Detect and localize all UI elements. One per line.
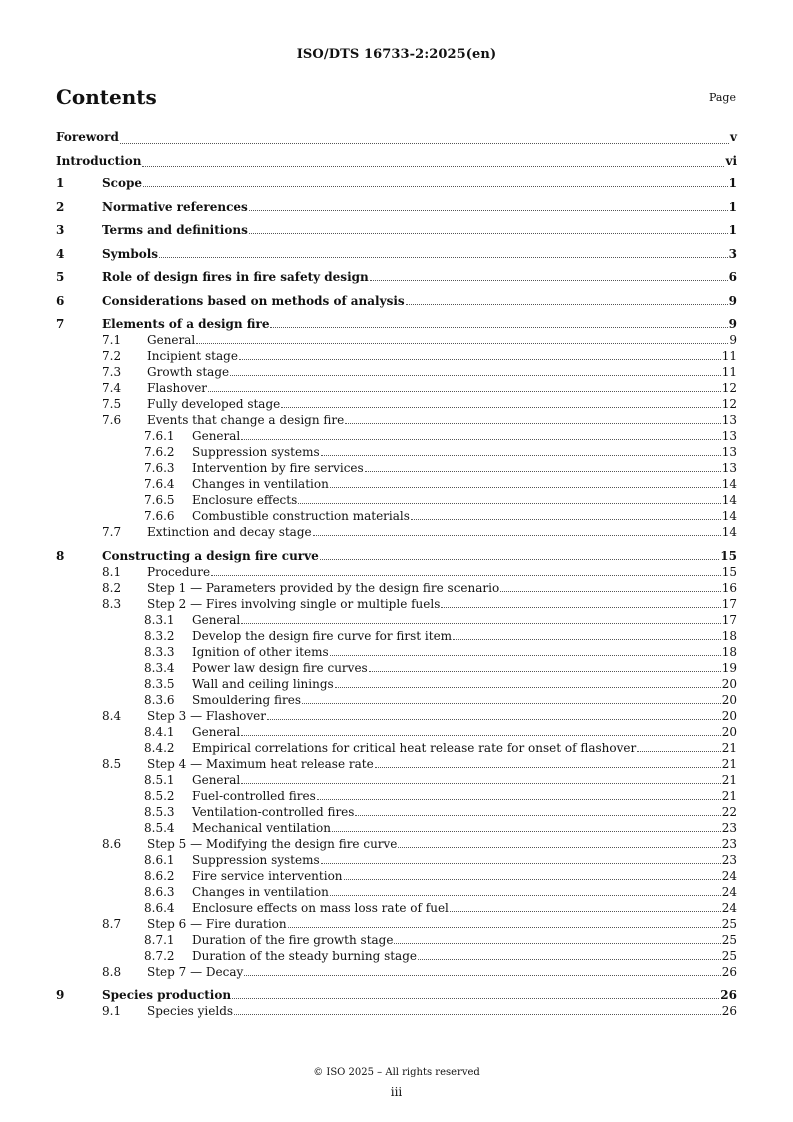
- toc-entry-page: 25: [721, 932, 737, 947]
- toc-dot-leader: [637, 750, 720, 752]
- toc-entry-title: Step 6 — Fire duration: [147, 916, 287, 931]
- toc-dot-leader: [394, 942, 720, 944]
- toc-entry-title: Step 7 — Decay: [147, 964, 244, 979]
- toc-entry-title: Symbols: [102, 246, 159, 261]
- toc-dot-leader: [241, 782, 720, 784]
- toc-dot-leader: [230, 374, 721, 376]
- toc-entry[interactable]: [56, 564, 737, 580]
- toc-entry-page: 1: [728, 223, 737, 237]
- toc-entry[interactable]: [56, 1003, 737, 1019]
- toc-dot-leader: [355, 814, 720, 816]
- toc-entry-number: 7.6.6: [144, 509, 175, 523]
- toc-entry-number: 8.5.2: [144, 788, 175, 803]
- toc-dot-leader: [398, 846, 720, 848]
- toc-entry-title: Scope: [102, 176, 143, 190]
- contents-heading: Contents: [56, 85, 157, 109]
- toc-entry-page: 20: [721, 724, 737, 739]
- toc-entry[interactable]: [56, 199, 737, 215]
- toc-entry-number: 8.6.2: [144, 868, 175, 883]
- toc-dot-leader: [142, 165, 724, 167]
- toc-dot-leader: [120, 142, 729, 144]
- toc-entry-page: 18: [721, 628, 737, 643]
- toc-entry-title: Constructing a design fire curve: [102, 548, 319, 563]
- toc-entry[interactable]: [56, 152, 737, 172]
- toc-entry[interactable]: [56, 676, 737, 692]
- toc-dot-leader: [244, 974, 720, 976]
- toc-dot-leader: [241, 734, 720, 736]
- toc-entry-number: 8.1: [102, 564, 122, 579]
- toc-entry-title: Suppression systems: [192, 445, 320, 459]
- toc-entry-title: Events that change a design fire: [147, 413, 345, 427]
- toc-entry-page: v: [730, 130, 737, 144]
- toc-dot-leader: [234, 1013, 721, 1015]
- footer-copyright: © ISO 2025 – All rights reserved: [313, 1067, 480, 1078]
- toc-dot-leader: [406, 303, 728, 305]
- toc-entry[interactable]: [56, 868, 737, 884]
- toc-entry-title: Procedure: [147, 564, 211, 579]
- toc-entry[interactable]: [56, 852, 737, 868]
- toc-dot-leader: [249, 232, 728, 234]
- toc-entry[interactable]: [56, 724, 737, 740]
- toc-entry[interactable]: [56, 222, 737, 238]
- toc-entry-title: Suppression systems: [192, 852, 320, 867]
- toc-entry[interactable]: [56, 348, 737, 364]
- toc-entry-page: 20: [721, 708, 737, 723]
- toc-entry[interactable]: [56, 596, 737, 612]
- toc-entry-number: 7.7: [102, 525, 122, 539]
- toc-dot-leader: [375, 766, 721, 768]
- toc-entry[interactable]: [56, 740, 737, 756]
- toc-entry-number: 8.5: [102, 756, 122, 771]
- toc-entry-title: Step 2 — Fires involving single or multiple fuels: [147, 596, 441, 611]
- toc-dot-leader: [365, 470, 721, 472]
- footer-page-number: iii: [390, 1085, 403, 1099]
- toc-dot-leader: [344, 878, 721, 880]
- toc-entry[interactable]: [56, 428, 737, 444]
- toc-entry-number: 7.6.4: [144, 477, 175, 491]
- toc-entry-number: 8.7.2: [144, 948, 175, 963]
- toc-entry-page: 15: [721, 564, 737, 579]
- toc-entry-page: 20: [721, 692, 737, 707]
- toc-entry-title: Normative references: [102, 199, 248, 214]
- toc-entry-title: Role of design fires in fire safety design: [102, 270, 369, 284]
- toc-entry[interactable]: [56, 932, 737, 948]
- toc-entry[interactable]: [56, 508, 737, 524]
- toc-entry-page: 11: [721, 349, 737, 363]
- toc-entry-page: 18: [721, 644, 737, 659]
- toc-dot-leader: [441, 606, 720, 608]
- toc-dot-leader: [321, 862, 721, 864]
- toc-dot-leader: [159, 256, 728, 258]
- toc-entry-number: 8.3.1: [144, 612, 175, 627]
- toc-entry-title: Develop the design fire curve for first item: [192, 628, 453, 643]
- toc-entry-number: 8.6.1: [144, 852, 175, 867]
- toc-entry-page: 12: [721, 381, 737, 395]
- toc-entry[interactable]: [56, 708, 737, 724]
- toc-entry-title: Changes in ventilation: [192, 884, 329, 899]
- toc-entry-page: 14: [721, 525, 737, 539]
- toc-dot-leader: [317, 798, 721, 800]
- toc-entry-number: 8.3.5: [144, 676, 175, 691]
- toc-entry-number: 8.7: [102, 916, 122, 931]
- toc-entry[interactable]: [56, 916, 737, 932]
- toc-entry-page: 25: [721, 948, 737, 963]
- toc-entry[interactable]: [56, 332, 737, 348]
- toc-entry-page: 14: [721, 509, 737, 523]
- toc-dot-leader: [500, 590, 721, 592]
- toc-entry-number: 8.3.2: [144, 628, 175, 643]
- toc-dot-leader: [332, 830, 721, 832]
- toc-dot-leader: [450, 910, 721, 912]
- toc-entry-title: Empirical correlations for critical heat release rate for onset of flashover: [192, 740, 637, 755]
- toc-dot-leader: [249, 209, 728, 211]
- toc-entry-title: General: [192, 429, 241, 443]
- toc-entry[interactable]: [56, 128, 737, 148]
- toc-dot-leader: [330, 486, 721, 488]
- toc-dot-leader: [241, 622, 720, 624]
- toc-entry-title: Fire service intervention: [192, 868, 343, 883]
- toc-entry-page: 21: [721, 740, 737, 755]
- toc-entry[interactable]: [56, 692, 737, 708]
- toc-entry-page: 1: [728, 176, 737, 190]
- toc-entry-page: 24: [721, 900, 737, 915]
- toc-entry[interactable]: [56, 964, 737, 980]
- toc-dot-leader: [302, 702, 721, 704]
- toc-entry[interactable]: [56, 804, 737, 820]
- toc-entry[interactable]: [56, 987, 737, 1003]
- toc-entry-page: 23: [721, 820, 737, 835]
- toc-entry-page: 15: [720, 548, 737, 563]
- toc-entry[interactable]: [56, 364, 737, 380]
- toc-entry-page: 17: [721, 612, 737, 627]
- toc-entry-page: 13: [721, 461, 737, 475]
- toc-entry[interactable]: [56, 316, 737, 332]
- toc-dot-leader: [208, 390, 721, 392]
- toc-entry-page: 26: [720, 988, 737, 1002]
- toc-entry-number: 5: [56, 270, 65, 284]
- toc-entry-title: Duration of the fire growth stage: [192, 932, 394, 947]
- toc-entry[interactable]: [56, 612, 737, 628]
- toc-entry-title: Duration of the steady burning stage: [192, 948, 417, 963]
- toc-dot-leader: [270, 326, 727, 328]
- toc-entry-page: 21: [721, 756, 737, 771]
- toc-entry-page: 14: [721, 493, 737, 507]
- toc-dot-leader: [321, 454, 721, 456]
- toc-entry-number: 8.6.4: [144, 900, 175, 915]
- toc-entry-page: 23: [721, 836, 737, 851]
- toc-entry-number: 2: [56, 199, 65, 214]
- toc-entry[interactable]: [56, 460, 737, 476]
- toc-entry[interactable]: [56, 580, 737, 596]
- toc-entry[interactable]: [56, 772, 737, 788]
- toc-entry-title: General: [192, 724, 241, 739]
- toc-entry-number: 3: [56, 223, 65, 237]
- toc-entry-page: 3: [728, 246, 737, 261]
- toc-entry-number: 8.4.1: [144, 724, 175, 739]
- toc-entry-number: 8.3.3: [144, 644, 175, 659]
- toc-entry-page: 21: [721, 772, 737, 787]
- toc-dot-leader: [345, 422, 720, 424]
- toc-entry-title: Terms and definitions: [102, 223, 248, 237]
- toc-dot-leader: [196, 342, 728, 344]
- toc-entry-title: Power law design fire curves: [192, 660, 368, 675]
- toc-entry-page: 16: [721, 580, 737, 595]
- toc-entry-title: Elements of a design fire: [102, 317, 270, 331]
- toc-entry-number: 7.2: [102, 349, 122, 363]
- toc-entry-number: 8.3: [102, 596, 122, 611]
- toc-entry-title: Species production: [102, 988, 232, 1002]
- toc-entry[interactable]: [56, 900, 737, 916]
- toc-entry-page: 6: [728, 270, 737, 284]
- toc-entry-page: 12: [721, 397, 737, 411]
- toc-entry-page: 23: [721, 852, 737, 867]
- toc-entry-number: 8.4.2: [144, 740, 175, 755]
- toc-entry-number: 7.5: [102, 397, 122, 411]
- toc-dot-leader: [281, 406, 720, 408]
- toc-entry-title: Extinction and decay stage: [147, 525, 312, 539]
- toc-entry-page: 21: [721, 788, 737, 803]
- toc-dot-leader: [411, 518, 721, 520]
- toc-dot-leader: [330, 894, 721, 896]
- toc-entry-number: 9: [56, 988, 65, 1002]
- toc-entry-number: 8.7.1: [144, 932, 175, 947]
- toc-entry[interactable]: [56, 175, 737, 191]
- toc-entry[interactable]: [56, 836, 737, 852]
- toc-entry-title: Mechanical ventilation: [192, 820, 331, 835]
- toc-entry-title: Wall and ceiling linings: [192, 676, 334, 691]
- toc-entry-number: 8.4: [102, 708, 122, 723]
- toc-entry-title: Step 1 — Parameters provided by the design fire scenario: [147, 580, 500, 595]
- toc-entry-title: Fuel-controlled fires: [192, 788, 316, 803]
- toc-entry-number: 7.3: [102, 365, 122, 379]
- toc-entry-number: 7.6.3: [144, 461, 175, 475]
- toc-entry-page: 9: [728, 293, 737, 308]
- toc-entry-title: Step 5 — Modifying the design fire curve: [147, 836, 398, 851]
- toc-dot-leader: [313, 534, 721, 536]
- toc-entry-title: Enclosure effects: [192, 493, 298, 507]
- toc-entry-title: Changes in ventilation: [192, 477, 329, 491]
- toc-dot-leader: [418, 958, 721, 960]
- toc-entry-page: 24: [721, 868, 737, 883]
- toc-entry[interactable]: [56, 396, 737, 412]
- toc-entry-number: 7.4: [102, 381, 122, 395]
- toc-entry[interactable]: [56, 476, 737, 492]
- toc-dot-leader: [370, 279, 728, 281]
- toc-entry-number: 8: [56, 548, 65, 563]
- toc-entry-number: 7.6.2: [144, 445, 175, 459]
- toc-entry[interactable]: [56, 492, 737, 508]
- toc-entry-title: Incipient stage: [147, 349, 238, 363]
- toc-entry-number: 8.6: [102, 836, 122, 851]
- toc-entry-title: Foreword: [56, 130, 119, 144]
- toc-entry-title: Fully developed stage: [147, 397, 281, 411]
- toc-entry[interactable]: [56, 548, 737, 564]
- toc-dot-leader: [288, 926, 721, 928]
- toc-entry[interactable]: [56, 644, 737, 660]
- toc-dot-leader: [267, 718, 721, 720]
- toc-dot-leader: [241, 438, 720, 440]
- toc-entry-title: Growth stage: [147, 365, 230, 379]
- toc-entry[interactable]: [56, 269, 737, 285]
- toc-entry[interactable]: [56, 660, 737, 676]
- toc-entry-title: Species yields: [147, 1004, 234, 1018]
- toc-entry[interactable]: [56, 524, 737, 540]
- toc-entry-number: 7.6.1: [144, 429, 175, 443]
- toc-entry-title: Step 3 — Flashover: [147, 708, 266, 723]
- toc-entry-number: 7: [56, 317, 65, 331]
- toc-entry[interactable]: [56, 948, 737, 964]
- toc-entry[interactable]: [56, 820, 737, 836]
- toc-entry-title: General: [147, 333, 196, 347]
- toc-entry[interactable]: [56, 756, 737, 772]
- toc-entry-number: 8.5.1: [144, 772, 175, 787]
- toc-entry-page: 26: [721, 964, 737, 979]
- toc-entry[interactable]: [56, 628, 737, 644]
- toc-dot-leader: [239, 358, 721, 360]
- toc-entry-page: 25: [721, 916, 737, 931]
- toc-entry-number: 8.5.4: [144, 820, 175, 835]
- toc-entry-page: 13: [721, 429, 737, 443]
- toc-entry-number: 8.5.3: [144, 804, 175, 819]
- toc-entry-number: 6: [56, 293, 65, 308]
- toc-entry[interactable]: [56, 884, 737, 900]
- toc-entry-page: 17: [721, 596, 737, 611]
- table-of-contents: [56, 128, 737, 1019]
- toc-entry[interactable]: [56, 788, 737, 804]
- toc-entry-number: 8.2: [102, 580, 122, 595]
- toc-entry-title: General: [192, 772, 241, 787]
- toc-dot-leader: [453, 638, 721, 640]
- toc-entry-title: Flashover: [147, 381, 208, 395]
- toc-entry-title: Ventilation-controlled fires: [192, 804, 355, 819]
- toc-entry-title: Combustible construction materials: [192, 509, 410, 523]
- toc-dot-leader: [232, 997, 719, 999]
- toc-entry-number: 4: [56, 246, 65, 261]
- toc-entry[interactable]: [56, 246, 737, 262]
- toc-dot-leader: [335, 686, 721, 688]
- toc-dot-leader: [211, 574, 721, 576]
- toc-dot-leader: [369, 670, 721, 672]
- toc-dot-leader: [298, 502, 720, 504]
- toc-entry-page: 11: [721, 365, 737, 379]
- page-column-label: Page: [708, 91, 736, 104]
- toc-entry-page: 19: [721, 660, 737, 675]
- toc-entry-title: Intervention by fire services: [192, 461, 364, 475]
- toc-entry-title: Smouldering fires: [192, 692, 301, 707]
- toc-entry-title: Enclosure effects on mass loss rate of fuel: [192, 900, 449, 915]
- toc-dot-leader: [320, 558, 720, 560]
- toc-entry-page: 13: [721, 445, 737, 459]
- toc-entry-number: 8.8: [102, 964, 122, 979]
- toc-entry-number: 8.3.4: [144, 660, 175, 675]
- toc-entry-number: 9.1: [102, 1004, 122, 1018]
- toc-entry[interactable]: [56, 293, 737, 309]
- toc-entry-number: 7.6.5: [144, 493, 175, 507]
- toc-entry-title: Introduction: [56, 153, 142, 168]
- toc-entry-page: vi: [725, 153, 737, 168]
- toc-entry-page: 22: [721, 804, 737, 819]
- toc-entry[interactable]: [56, 412, 737, 428]
- document-id-header: ISO/DTS 16733-2:2025(en): [296, 47, 497, 62]
- toc-entry-number: 1: [56, 176, 65, 190]
- toc-dot-leader: [330, 654, 721, 656]
- toc-entry-page: 26: [721, 1004, 737, 1018]
- toc-entry-page: 9: [729, 333, 737, 347]
- toc-entry-page: 20: [721, 676, 737, 691]
- toc-entry-page: 13: [721, 413, 737, 427]
- toc-entry-title: General: [192, 612, 241, 627]
- toc-entry[interactable]: [56, 444, 737, 460]
- toc-entry-page: 14: [721, 477, 737, 491]
- toc-entry-number: 8.3.6: [144, 692, 175, 707]
- toc-entry-title: Step 4 — Maximum heat release rate: [147, 756, 374, 771]
- toc-entry-title: Ignition of other items: [192, 644, 329, 659]
- toc-dot-leader: [143, 185, 728, 187]
- toc-entry-number: 8.6.3: [144, 884, 175, 899]
- toc-entry-number: 7.1: [102, 333, 122, 347]
- toc-entry-page: 1: [728, 199, 737, 214]
- toc-entry[interactable]: [56, 380, 737, 396]
- toc-entry-page: 9: [728, 317, 737, 331]
- toc-entry-title: Considerations based on methods of analysis: [102, 293, 405, 308]
- toc-entry-number: 7.6: [102, 413, 122, 427]
- toc-entry-page: 24: [721, 884, 737, 899]
